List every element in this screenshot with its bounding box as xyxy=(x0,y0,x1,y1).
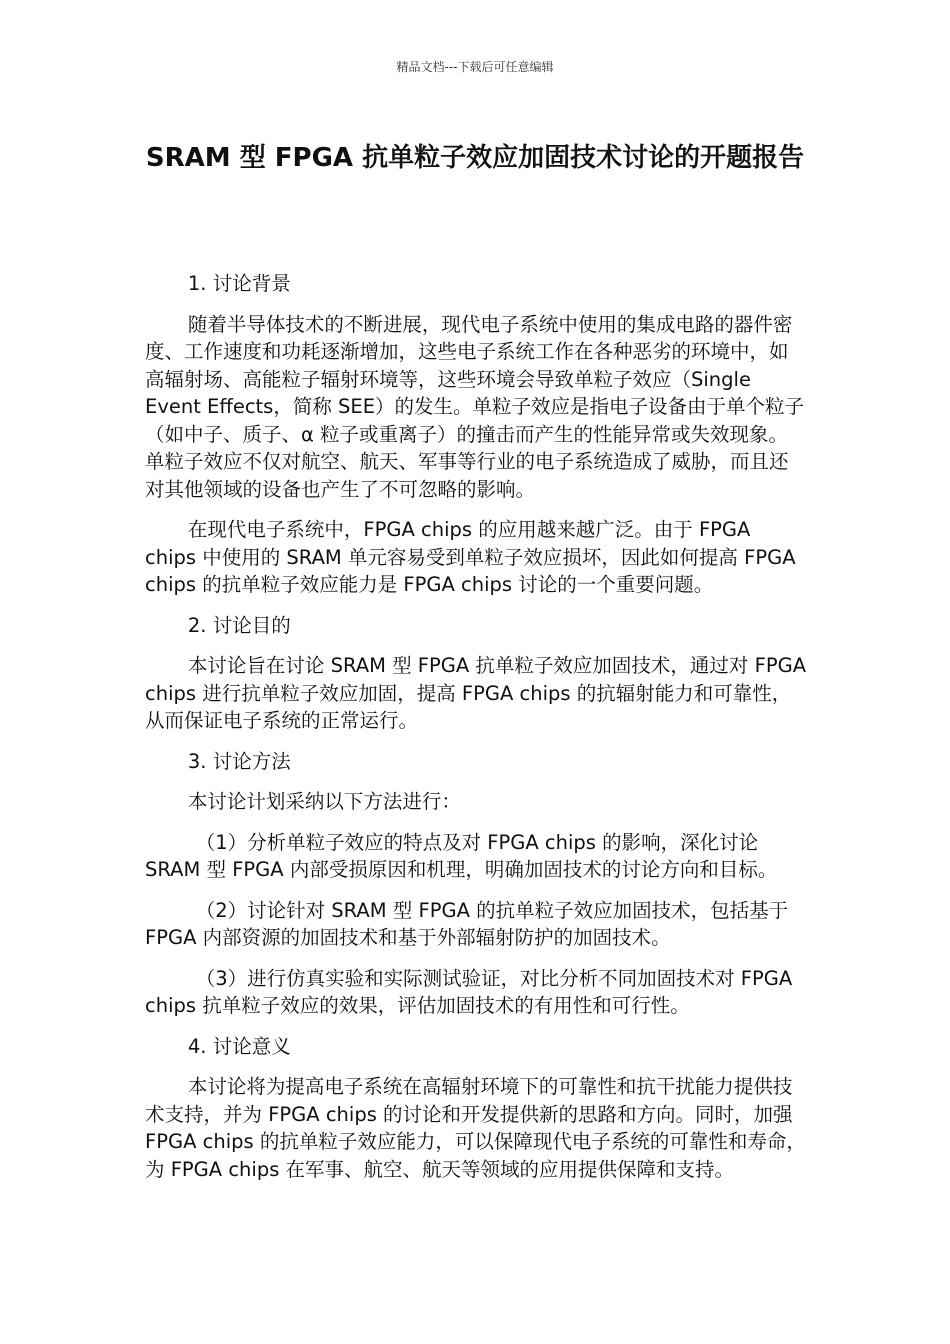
paragraph: 本讨论将为提高电子系统在高辐射环境下的可靠性和抗干扰能力提供技术支持，并为 FPGA chips 的讨论和开发提供新的思路和方向。同时，加强 FPGA chips 的抗单粒子效应能力，可以保障现代电子系统的可靠性和寿命，为 FPGA chips 在军事、航空、航天等领域的应用提供保障和支持。 xyxy=(145,1075,806,1181)
paragraph: 本讨论计划采纳以下方法进行： xyxy=(187,790,461,813)
section-heading: 4. 讨论意义 xyxy=(187,1034,291,1058)
paragraph: 随着半导体技术的不断进展，现代电子系统中使用的集成电路的器件密度、工作速度和功耗逐渐增加，这些电子系统工作在各种恶劣的环境中，如高辐射场、高能粒子辐射环境等，这些环境会导致单粒子效应（Single Event Effects，简称 SEE）的发生。单粒子效应是指电子设备由于单个粒子（如中子、质子、α 粒子或重离子）的撞击而产生的性能异常或失效现象。单粒子效应不仅对航空、航天、军事等行业的电子系统造成了威胁，而且还对其他领域的设备也产生了不可忽略的影响。 xyxy=(145,312,805,501)
section-heading: 1. 讨论背景 xyxy=(187,272,291,295)
paragraph: 本讨论旨在讨论 SRAM 型 FPGA 抗单粒子效应加固技术，通过对 FPGA chips 进行抗单粒子效应加固，提高 FPGA chips 的抗辐射能力和可靠性，从而保证电子系统的正常运行。 xyxy=(145,654,807,732)
document-title: SRAM 型 FPGA 抗单粒子效应加固技术讨论的开题报告 xyxy=(145,143,805,173)
section-heading: 3. 讨论方法 xyxy=(187,749,291,773)
section-heading: 2. 讨论目的 xyxy=(187,613,291,637)
document-body xyxy=(145,270,807,1196)
list-item: （3）进行仿真实验和实际测试验证，对比分析不同加固技术对 FPGA chips 抗单粒子效应的效果，评估加固技术的有用性和可行性。 xyxy=(145,966,793,1017)
list-item: （1）分析单粒子效应的特点及对 FPGA chips 的影响，深化讨论 SRAM 型 FPGA 内部受损原因和机理，明确加固技术的讨论方向和目标。 xyxy=(145,830,778,881)
paragraph: 在现代电子系统中，FPGA chips 的应用越来越广泛。由于 FPGA chips 中使用的 SRAM 单元容易受到单粒子效应损坏，因此如何提高 FPGA chips 的抗单粒子效应能力是 FPGA chips 讨论的一个重要问题。 xyxy=(145,518,796,596)
list-item: （2）讨论针对 SRAM 型 FPGA 的抗单粒子效应加固技术，包括基于 FPGA 内部资源的加固技术和基于外部辐射防护的加固技术。 xyxy=(145,898,789,949)
header-note: 精品文档---下载后可任意编辑 xyxy=(396,60,554,74)
